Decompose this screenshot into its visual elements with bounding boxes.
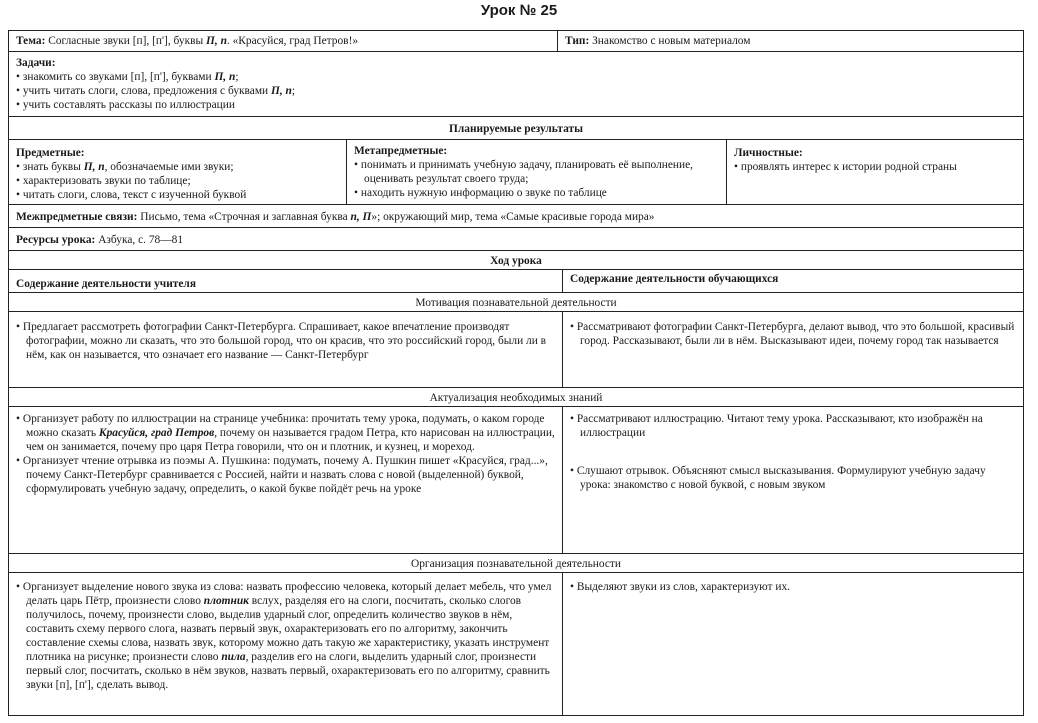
meta-result-item: • находить нужную информацию о звуке по таблице [354, 186, 719, 200]
personal-results-cell [726, 140, 1023, 204]
stage-content-row [8, 311, 1024, 388]
lesson-plan-table [8, 30, 1024, 716]
lesson-course-header-row [8, 250, 1024, 270]
subject-results-cell [9, 140, 346, 204]
resources-row [8, 227, 1024, 251]
personal-results-label: Личностные: [734, 147, 803, 159]
tasks-cell [9, 52, 1023, 116]
student-activity-item: • Слушают отрывок. Объясняют смысл высказывания. Формулируют учебную задачу урока: знакомство с новой буквой, с новым звуком [570, 464, 1016, 492]
stage-content-row [8, 406, 1024, 554]
tasks-row [8, 51, 1024, 117]
teacher-activity-cell [9, 312, 562, 387]
subject-result-item: • знать буквы П, п, обозначаемые ими звуки; [16, 160, 339, 174]
planned-results-row [8, 139, 1024, 205]
type-cell [557, 31, 1023, 51]
resources-cell: Ресурсы урока: Азбука, с. 78—81 [16, 234, 184, 246]
teacher-activity-item: • Предлагает рассмотреть фотографии Санкт-Петербурга. Спрашивает, какое впечатление производят фотографии, можно ли сказать, что это большой город, что он красив, что это российский город, были ли в нём, как он называется, что означает его название — Санкт-Петербург [16, 320, 555, 362]
stage-header: Актуализация необходимых знаний [8, 387, 1024, 407]
subject-results-label: Предметные: [16, 147, 85, 159]
personal-result-item: • проявлять интерес к истории родной страны [734, 160, 1016, 174]
planned-results-header: Планируемые результаты [449, 123, 583, 135]
topic-letters: П, п [206, 35, 227, 47]
teacher-column-header: Содержание деятельности учителя [16, 278, 196, 290]
tasks-label: Задачи: [16, 57, 56, 69]
subject-result-item: • читать слоги, слова, текст с изученной буквой [16, 188, 339, 202]
column-headers-row [8, 269, 1024, 293]
subject-result-item: • характеризовать звуки по таблице; [16, 174, 339, 188]
student-activity-item: • Выделяют звуки из слов, характеризуют их. [570, 580, 1016, 594]
stage-header: Мотивация познавательной деятельности [8, 292, 1024, 312]
type-text: Знакомство с новым материалом [589, 35, 751, 47]
student-activity-cell [562, 312, 1023, 387]
topic-cell [9, 31, 557, 51]
teacher-activity-cell [9, 407, 562, 553]
student-activity-cell [562, 573, 1023, 715]
meta-results-cell [346, 140, 726, 204]
type-label: Тип: [565, 35, 590, 47]
task-item: • знакомить со звуками [п], [п'], буквами П, п; [16, 70, 1016, 84]
interdisciplinary-row [8, 204, 1024, 228]
student-activity-item: • Рассматривают фотографии Санкт-Петербурга, делают вывод, что это большой, красивый город. Рассказывают, были ли в нём. Высказывают идеи, почему город так называется [570, 320, 1016, 348]
page-title: Урок № 25 [480, 2, 558, 19]
teacher-activity-item: • Организует чтение отрывка из поэмы А. Пушкина: подумать, почему А. Пушкин пишет «Красуйся, град...», почему Санкт-Петербург сравнивается с Россией, найти и назвать слова с новой (выделенной) буквой, сформулировать учебную задачу, определить, о какой букве пойдёт речь на уроке [16, 454, 555, 496]
teacher-activity-item: • Организует работу по иллюстрации на странице учебника: прочитать тему урока, подумать, о каком городе можно сказать Красуйся, град Петров, почему он называется градом Петра, кто нарисован на иллюстрации, чем он занимается, почему про царя Петра говорили, что он и плотник, и кузнец, и мореход. [16, 412, 555, 454]
interdisciplinary-cell: Межпредметные связи: Письмо, тема «Строчная и заглавная буква п, П»; окружающий мир, тема «Самые красивые города мира» [16, 211, 655, 223]
task-item: • учить составлять рассказы по иллюстрации [16, 98, 1016, 112]
topic-text-before: Согласные звуки [п], [п'], буквы [45, 35, 207, 47]
meta-result-item: • понимать и принимать учебную задачу, планировать её выполнение, оценивать результат своего труда; [354, 158, 719, 186]
topic-text-after: . «Красуйся, град Петров!» [226, 35, 359, 47]
teacher-activity-item: • Организует выделение нового звука из слова: назвать профессию человека, который делает мебель, что умел делать царь Пётр, произнести слово плотник вслух, разделяя его на слоги, посчитать, сколько слогов получилось, почему, произнести слово, выделив ударный слог, определить количество звуков в нём, составить схему первого слога, назвать первый звук, охарактеризовать его по алгоритму, закончить составление схемы слова, назвать звук, которому можно дать такую же характеристику, указать инструмент плотника на рисунке; произнести слово пила, разделив его на слоги, выделить ударный слог, произнести первый слог, посчитать, сколько в нём звуков, назвать первый, охарактеризовать его по алгоритму, сравнить звуки [п], [п'], сделать вывод. [16, 580, 555, 692]
stage-content-row [8, 572, 1024, 716]
teacher-activity-cell [9, 573, 562, 715]
student-activity-cell [562, 407, 1023, 553]
planned-results-header-row [8, 116, 1024, 140]
topic-label: Тема: [16, 35, 46, 47]
student-activity-item: • Рассматривают иллюстрацию. Читают тему урока. Рассказывают, кто изображён на иллюстрации [570, 412, 1016, 440]
student-column-header: Содержание деятельности обучающихся [562, 270, 1023, 292]
meta-results-label: Метапредметные: [354, 145, 448, 157]
stage-header: Организация познавательной деятельности [8, 553, 1024, 573]
topic-row [8, 30, 1024, 52]
task-item: • учить читать слоги, слова, предложения с буквами П, п; [16, 84, 1016, 98]
lesson-course-header: Ход урока [490, 255, 542, 267]
